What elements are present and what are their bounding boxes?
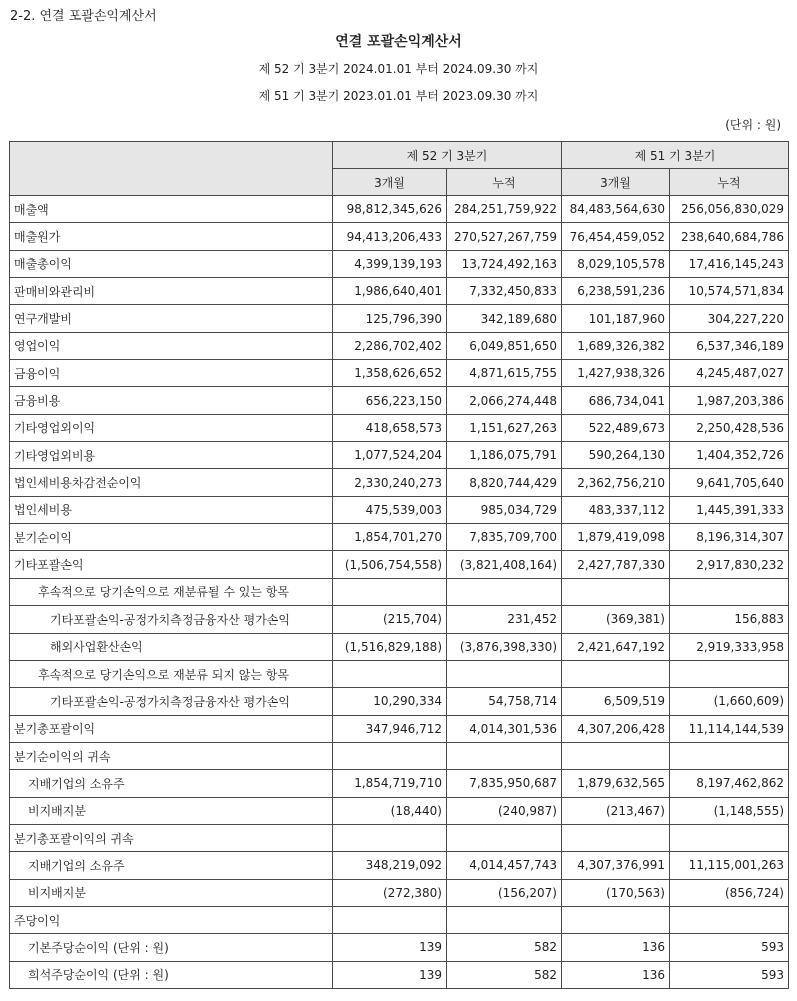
value-cell <box>562 742 670 769</box>
row-label: 지배기업의 소유주 <box>10 852 333 879</box>
value-cell: 11,114,144,539 <box>670 715 789 742</box>
table-row <box>10 278 789 305</box>
row-label: 연구개발비 <box>10 305 333 332</box>
table-row <box>10 442 789 469</box>
table-row <box>10 196 789 223</box>
value-cell <box>447 578 562 605</box>
row-label: 영업이익 <box>10 332 333 359</box>
value-cell: (272,380) <box>333 879 447 906</box>
row-label: 분기총포괄이익 <box>10 715 333 742</box>
table-row <box>10 633 789 660</box>
row-label: 매출원가 <box>10 223 333 250</box>
row-label: 금융비용 <box>10 387 333 414</box>
value-cell: (170,563) <box>562 879 670 906</box>
value-cell: (369,381) <box>562 606 670 633</box>
table-row <box>10 961 789 988</box>
value-cell: 2,250,428,536 <box>670 414 789 441</box>
value-cell: 1,879,419,098 <box>562 524 670 551</box>
value-cell: (156,207) <box>447 879 562 906</box>
prior-period: 제 51 기 3분기 2023.01.01 부터 2023.09.30 까지 <box>258 89 539 103</box>
value-cell: 6,049,851,650 <box>447 332 562 359</box>
value-cell: 593 <box>670 961 789 988</box>
value-cell: 2,066,274,448 <box>447 387 562 414</box>
value-cell: 2,330,240,273 <box>333 469 447 496</box>
value-cell: (1,506,754,558) <box>333 551 447 578</box>
value-cell: 1,689,326,382 <box>562 332 670 359</box>
row-label: 기본주당순이익 (단위 : 원) <box>10 934 333 961</box>
row-label: 주당이익 <box>10 906 333 933</box>
value-cell: 985,034,729 <box>447 496 562 523</box>
value-cell: 98,812,345,626 <box>333 196 447 223</box>
row-label: 희석주당순이익 (단위 : 원) <box>10 961 333 988</box>
value-cell <box>562 824 670 851</box>
value-cell: 483,337,112 <box>562 496 670 523</box>
value-cell: 1,879,632,565 <box>562 770 670 797</box>
value-cell: 4,307,206,428 <box>562 715 670 742</box>
table-row <box>10 578 789 605</box>
header-3months: 3개월 <box>333 169 447 196</box>
value-cell <box>333 660 447 687</box>
value-cell: 7,835,950,687 <box>447 770 562 797</box>
value-cell <box>333 906 447 933</box>
income-statement-table <box>9 141 789 989</box>
row-label: 기타포괄손익 <box>10 551 333 578</box>
row-label: 기타영업외이익 <box>10 414 333 441</box>
value-cell: 593 <box>670 934 789 961</box>
value-cell: 9,641,705,640 <box>670 469 789 496</box>
table-row <box>10 742 789 769</box>
header-cumulative: 누적 <box>447 169 562 196</box>
value-cell: 139 <box>333 961 447 988</box>
value-cell: 582 <box>447 934 562 961</box>
value-cell: 1,427,938,326 <box>562 360 670 387</box>
value-cell <box>670 742 789 769</box>
value-cell: 304,227,220 <box>670 305 789 332</box>
value-cell: 8,820,744,429 <box>447 469 562 496</box>
row-label: 기타영업외비용 <box>10 442 333 469</box>
value-cell: 686,734,041 <box>562 387 670 414</box>
value-cell <box>333 578 447 605</box>
value-cell <box>447 660 562 687</box>
value-cell: 2,919,333,958 <box>670 633 789 660</box>
value-cell: 231,452 <box>447 606 562 633</box>
header-corner <box>10 142 333 196</box>
table-row <box>10 496 789 523</box>
value-cell: 348,219,092 <box>333 852 447 879</box>
row-label: 판매비와관리비 <box>10 278 333 305</box>
row-label: 분기총포괄이익의 귀속 <box>10 824 333 851</box>
value-cell: 94,413,206,433 <box>333 223 447 250</box>
value-cell: (1,660,609) <box>670 688 789 715</box>
unit-note: (단위 : 원) <box>725 118 781 132</box>
value-cell: 11,115,001,263 <box>670 852 789 879</box>
table-row <box>10 360 789 387</box>
value-cell <box>562 660 670 687</box>
row-label: 금융이익 <box>10 360 333 387</box>
value-cell: 347,946,712 <box>333 715 447 742</box>
value-cell: 4,307,376,991 <box>562 852 670 879</box>
value-cell <box>447 906 562 933</box>
value-cell <box>333 742 447 769</box>
table-row <box>10 660 789 687</box>
table-row <box>10 879 789 906</box>
table-row <box>10 223 789 250</box>
value-cell: 7,332,450,833 <box>447 278 562 305</box>
value-cell: (3,876,398,330) <box>447 633 562 660</box>
table-row <box>10 770 789 797</box>
value-cell: 270,527,267,759 <box>447 223 562 250</box>
table-row <box>10 524 789 551</box>
value-cell <box>447 742 562 769</box>
value-cell: 125,796,390 <box>333 305 447 332</box>
table-row <box>10 688 789 715</box>
value-cell: 101,187,960 <box>562 305 670 332</box>
section-title: 2-2. 연결 포괄손익계산서 <box>10 9 157 24</box>
current-period: 제 52 기 3분기 2024.01.01 부터 2024.09.30 까지 <box>258 62 539 76</box>
value-cell: 136 <box>562 934 670 961</box>
value-cell: 1,854,701,270 <box>333 524 447 551</box>
row-label: 분기순이익의 귀속 <box>10 742 333 769</box>
table-row <box>10 305 789 332</box>
value-cell: 1,854,719,710 <box>333 770 447 797</box>
value-cell: 1,186,075,791 <box>447 442 562 469</box>
value-cell: 4,014,301,536 <box>447 715 562 742</box>
value-cell: 7,835,709,700 <box>447 524 562 551</box>
table-row <box>10 934 789 961</box>
row-label: 분기순이익 <box>10 524 333 551</box>
table-row <box>10 906 789 933</box>
row-label: 후속적으로 당기손익으로 재분류 되지 않는 항목 <box>10 660 333 687</box>
row-label: 지배기업의 소유주 <box>10 770 333 797</box>
table-row <box>10 414 789 441</box>
value-cell: (856,724) <box>670 879 789 906</box>
value-cell <box>562 906 670 933</box>
value-cell: 590,264,130 <box>562 442 670 469</box>
table-row <box>10 250 789 277</box>
value-cell <box>333 824 447 851</box>
table-row <box>10 852 789 879</box>
value-cell: 1,358,626,652 <box>333 360 447 387</box>
value-cell: 4,871,615,755 <box>447 360 562 387</box>
value-cell: 522,489,673 <box>562 414 670 441</box>
value-cell: (213,467) <box>562 797 670 824</box>
row-label: 매출액 <box>10 196 333 223</box>
value-cell: 84,483,564,630 <box>562 196 670 223</box>
value-cell <box>670 824 789 851</box>
value-cell: 76,454,459,052 <box>562 223 670 250</box>
value-cell: 10,574,571,834 <box>670 278 789 305</box>
header-period-52: 제 52 기 3분기 <box>333 142 562 169</box>
table-row <box>10 824 789 851</box>
value-cell: 8,197,462,862 <box>670 770 789 797</box>
table-row <box>10 715 789 742</box>
value-cell: 4,245,487,027 <box>670 360 789 387</box>
header-3months: 3개월 <box>562 169 670 196</box>
value-cell: 4,014,457,743 <box>447 852 562 879</box>
value-cell: 1,445,391,333 <box>670 496 789 523</box>
value-cell: 136 <box>562 961 670 988</box>
table-row <box>10 469 789 496</box>
value-cell: 6,238,591,236 <box>562 278 670 305</box>
value-cell <box>670 660 789 687</box>
header-cumulative: 누적 <box>670 169 789 196</box>
row-label: 기타포괄손익-공정가치측정금융자산 평가손익 <box>10 606 333 633</box>
table-row <box>10 606 789 633</box>
row-label: 매출총이익 <box>10 250 333 277</box>
value-cell: 342,189,680 <box>447 305 562 332</box>
value-cell: 54,758,714 <box>447 688 562 715</box>
value-cell: 1,986,640,401 <box>333 278 447 305</box>
value-cell: 284,251,759,922 <box>447 196 562 223</box>
value-cell: 8,196,314,307 <box>670 524 789 551</box>
value-cell: 156,883 <box>670 606 789 633</box>
value-cell: (1,148,555) <box>670 797 789 824</box>
value-cell: 656,223,150 <box>333 387 447 414</box>
value-cell: (18,440) <box>333 797 447 824</box>
value-cell: 4,399,139,193 <box>333 250 447 277</box>
statement-title: 연결 포괄손익계산서 <box>335 34 462 50</box>
table-row <box>10 797 789 824</box>
value-cell: (240,987) <box>447 797 562 824</box>
header-period-51: 제 51 기 3분기 <box>562 142 789 169</box>
value-cell: 10,290,334 <box>333 688 447 715</box>
row-label: 후속적으로 당기손익으로 재분류될 수 있는 항목 <box>10 578 333 605</box>
value-cell <box>562 578 670 605</box>
value-cell: 6,509,519 <box>562 688 670 715</box>
value-cell: (1,516,829,188) <box>333 633 447 660</box>
table-row <box>10 387 789 414</box>
value-cell: 2,362,756,210 <box>562 469 670 496</box>
value-cell: 1,077,524,204 <box>333 442 447 469</box>
value-cell: 2,917,830,232 <box>670 551 789 578</box>
value-cell <box>670 906 789 933</box>
value-cell: 256,056,830,029 <box>670 196 789 223</box>
value-cell: 6,537,346,189 <box>670 332 789 359</box>
value-cell: 1,151,627,263 <box>447 414 562 441</box>
value-cell <box>447 824 562 851</box>
value-cell: 1,404,352,726 <box>670 442 789 469</box>
value-cell: 2,421,647,192 <box>562 633 670 660</box>
row-label: 기타포괄손익-공정가치측정금융자산 평가손익 <box>10 688 333 715</box>
value-cell: 13,724,492,163 <box>447 250 562 277</box>
value-cell: 17,416,145,243 <box>670 250 789 277</box>
row-label: 비지배지분 <box>10 797 333 824</box>
row-label: 법인세비용차감전순이익 <box>10 469 333 496</box>
value-cell: 475,539,003 <box>333 496 447 523</box>
value-cell: 2,286,702,402 <box>333 332 447 359</box>
value-cell: 139 <box>333 934 447 961</box>
value-cell: 238,640,684,786 <box>670 223 789 250</box>
row-label: 법인세비용 <box>10 496 333 523</box>
value-cell: 1,987,203,386 <box>670 387 789 414</box>
value-cell: 2,427,787,330 <box>562 551 670 578</box>
value-cell: 582 <box>447 961 562 988</box>
value-cell: 8,029,105,578 <box>562 250 670 277</box>
row-label: 해외사업환산손익 <box>10 633 333 660</box>
value-cell: 418,658,573 <box>333 414 447 441</box>
table-row <box>10 551 789 578</box>
value-cell: (215,704) <box>333 606 447 633</box>
row-label: 비지배지분 <box>10 879 333 906</box>
value-cell: (3,821,408,164) <box>447 551 562 578</box>
table-row <box>10 332 789 359</box>
value-cell <box>670 578 789 605</box>
